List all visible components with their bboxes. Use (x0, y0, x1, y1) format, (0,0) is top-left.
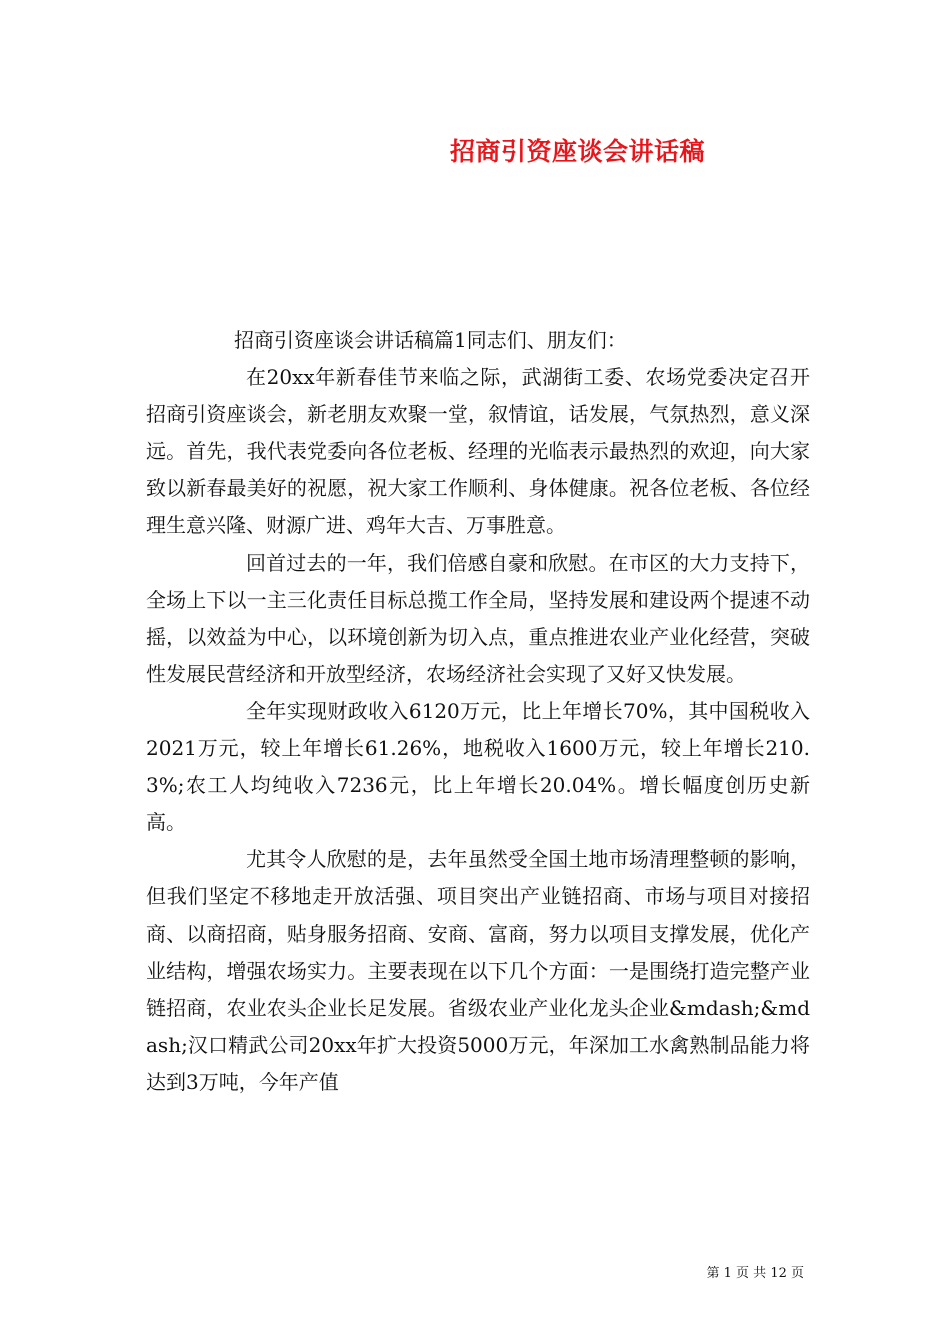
paragraph: 尤其令人欣慰的是，去年虽然受全国土地市场清理整顿的影响，但我们坚定不移地走开放活强、项目突出产业链招商、市场与项目对接招商、以商招商，贴身服务招商、安商、富商，努力以项目支撑发展，优化产业结构，增强农场实力。主要表现在以下几个方面：一是围绕打造完整产业链招商，农业农头企业长足发展。省级农业产业化龙头企业&mdash;&mdash;汉口精武公司20xx年扩大投资5000万元，年深加工水禽熟制品能力将达到3万吨，今年产值 (146, 847, 810, 1094)
paragraph: 全年实现财政收入6120万元，比上年增长70%，其中国税收入2021万元，较上年增长61.26%，地税收入1600万元，较上年增长210.3%;农工人均纯收入7236元，比上年增长20.04%。增长幅度创历史新高。 (146, 698, 810, 835)
document-title: 招商引资座谈会讲话稿 (449, 137, 705, 166)
paragraph: 回首过去的一年，我们倍感自豪和欣慰。在市区的大力支持下，全场上下以一主三化责任目标总揽工作全局，坚持发展和建设两个提速不动摇，以效益为中心，以环境创新为切入点，重点推进农业产业化经营，突破性发展民营经济和开放型经济，农场经济社会实现了又好又快发展。 (146, 550, 810, 686)
page-number: 第 1 页 共 12 页 (706, 1266, 804, 1281)
document-body (146, 322, 810, 1101)
paragraph: 在20xx年新春佳节来临之际，武湖街工委、农场党委决定召开招商引资座谈会，新老朋友欢聚一堂，叙情谊，话发展，气氛热烈，意义深远。首先，我代表党委向各位老板、经理的光临表示最热烈的欢迎，向大家致以新春最美好的祝愿，祝大家工作顺利、身体健康。祝各位老板、各位经理生意兴隆、财源广进、鸡年大吉、万事胜意。 (146, 365, 810, 538)
paragraph: 招商引资座谈会讲话稿篇1同志们、朋友们： (234, 328, 627, 352)
